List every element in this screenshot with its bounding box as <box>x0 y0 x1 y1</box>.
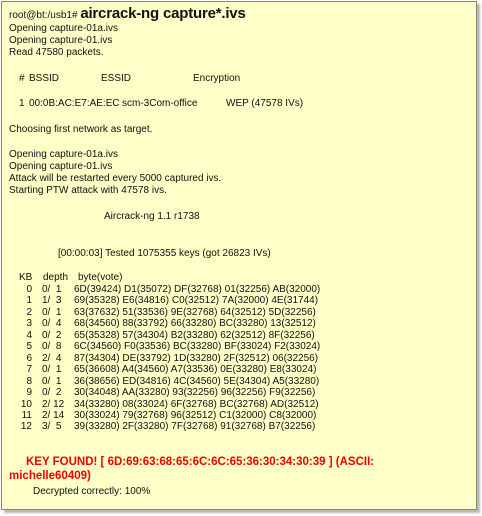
decrypted-line: Decrypted correctly: 100% <box>33 486 151 497</box>
kb-index: 3 <box>26 318 32 330</box>
network-row <box>19 98 303 110</box>
network-table-header <box>19 73 240 85</box>
kb-depth: 0/ 1 <box>42 284 62 295</box>
kb-index: 2 <box>26 306 32 318</box>
network-num: 1 <box>19 98 25 109</box>
kb-row <box>19 376 319 388</box>
output-line: Read 47580 packets. <box>9 47 104 58</box>
key-found-line: KEY FOUND! [ 6D:69:63:68:65:6C:6C:65:36:30:34:30:39 ] (ASCII: <box>26 456 375 468</box>
kb-votes: 6D(39424) D1(35072) DF(32768) 01(32256) AB(32000) <box>74 284 321 295</box>
kb-index: 12 <box>20 421 32 433</box>
header-encryption: Encryption <box>193 73 241 84</box>
kb-index: 4 <box>26 329 32 341</box>
key-found-ascii: michelle60409) <box>9 470 91 482</box>
kb-depth: 0/ 1 <box>42 306 62 318</box>
command-text: aircrack-ng capture*.ivs <box>80 5 246 22</box>
command-line <box>9 5 246 22</box>
kb-depth: 0/ 2 <box>42 329 62 341</box>
kb-depth: 1/ 3 <box>42 295 62 307</box>
output-line: Opening capture-01.ivs <box>9 161 113 172</box>
kb-depth: 0/ 4 <box>42 318 62 330</box>
kb-depth: 0/ 1 <box>42 364 62 376</box>
kb-votes: 65(35328) 57(34304) B2(33280) 62(32512) 8F(32256) <box>74 329 315 341</box>
kb-index: 6 <box>26 352 32 364</box>
kb-votes: 65(36608) A4(34560) A7(33536) 0E(33280) E8(33024) <box>74 364 317 376</box>
output-line: Opening capture-01.ivs <box>9 35 113 46</box>
kb-row <box>19 353 318 365</box>
output-line: Opening capture-01a.ivs <box>9 149 118 160</box>
network-bssid: 00:0B:AC:E7:AE:EC <box>29 98 120 109</box>
kb-row <box>19 387 315 399</box>
kb-header: KB <box>19 272 33 283</box>
kb-votes: 63(37632) 51(33536) 9E(32768) 64(32512) 5D(32256) <box>74 306 316 318</box>
kb-depth: 0/ 1 <box>42 375 62 387</box>
kb-index: 8 <box>26 375 32 387</box>
header-essid: ESSID <box>101 73 132 84</box>
kb-index: 1 <box>26 295 32 307</box>
kb-depth: 2/ 14 <box>42 409 65 421</box>
kb-votes: 30(34048) AA(33280) 93(32256) 96(32256) F9(32256) <box>74 387 316 399</box>
status-line: [00:00:03] Tested 1075355 keys (got 26823 IVs) <box>58 248 271 259</box>
kb-depth: 2/ 4 <box>42 352 62 364</box>
kb-votes: 68(34560) 88(33792) 66(33280) BC(33280) 13(32512) <box>74 318 316 330</box>
kb-index: 5 <box>26 341 32 353</box>
kb-index: 7 <box>26 364 32 376</box>
kb-row <box>19 307 316 319</box>
network-essid: scm-3Com-office <box>122 98 198 109</box>
terminal-window <box>1 1 477 510</box>
kb-row <box>19 330 315 342</box>
kb-row <box>19 364 316 376</box>
kb-votes: 69(35328) E6(34816) C0(32512) 7A(32000) 4E(31744) <box>74 295 319 307</box>
kb-votes: 87(34304) DE(33792) 1D(33280) 2F(32512) 06(32256) <box>74 352 319 364</box>
kb-depth: 3/ 5 <box>42 421 62 433</box>
kb-votes: 39(33280) 2F(33280) 7F(32768) 91(32768) B7(32256) <box>74 421 316 433</box>
output-line: Opening capture-01a.ivs <box>9 23 118 34</box>
kb-index: 0 <box>26 284 32 295</box>
shell-prompt: root@bt:/usb1# <box>9 10 78 21</box>
output-line: Choosing first network as target. <box>9 124 153 135</box>
output-line: Starting PTW attack with 47578 ivs. <box>9 185 167 196</box>
kb-depth: 2/ 12 <box>42 398 65 410</box>
kb-row <box>19 410 316 422</box>
depth-header: depth <box>43 272 69 283</box>
kb-depth: 0/ 8 <box>42 341 62 353</box>
kb-index: 9 <box>26 387 32 399</box>
kb-row <box>19 295 318 307</box>
kb-votes: 36(38656) ED(34816) 4C(34560) 5E(34304) A5(33280) <box>74 375 320 387</box>
kb-votes: 34(33280) 08(33024) 6F(32768) BC(32768) AD(32512) <box>74 398 319 410</box>
kb-index: 11 <box>21 409 32 421</box>
kb-row <box>19 399 319 411</box>
byte-vote-header: byte(vote) <box>78 272 123 283</box>
kb-votes: 6C(34560) F0(33536) BC(33280) BF(33024) F2(33024) <box>74 341 321 353</box>
kb-index: 10 <box>20 398 32 410</box>
header-bssid: BSSID <box>29 73 60 84</box>
version-line: Aircrack-ng 1.1 r1738 <box>104 211 200 222</box>
kb-row <box>19 341 320 353</box>
kb-row <box>19 284 320 296</box>
header-num: # <box>19 73 25 84</box>
output-line: Attack will be restarted every 5000 captured ivs. <box>9 173 222 184</box>
kb-table-header <box>19 272 122 284</box>
kb-row <box>19 318 316 330</box>
kb-depth: 0/ 2 <box>42 387 62 399</box>
kb-row <box>19 421 315 433</box>
kb-votes: 30(33024) 79(32768) 96(32512) C1(32000) C8(32000) <box>74 409 317 421</box>
network-encryption: WEP (47578 IVs) <box>226 98 304 109</box>
